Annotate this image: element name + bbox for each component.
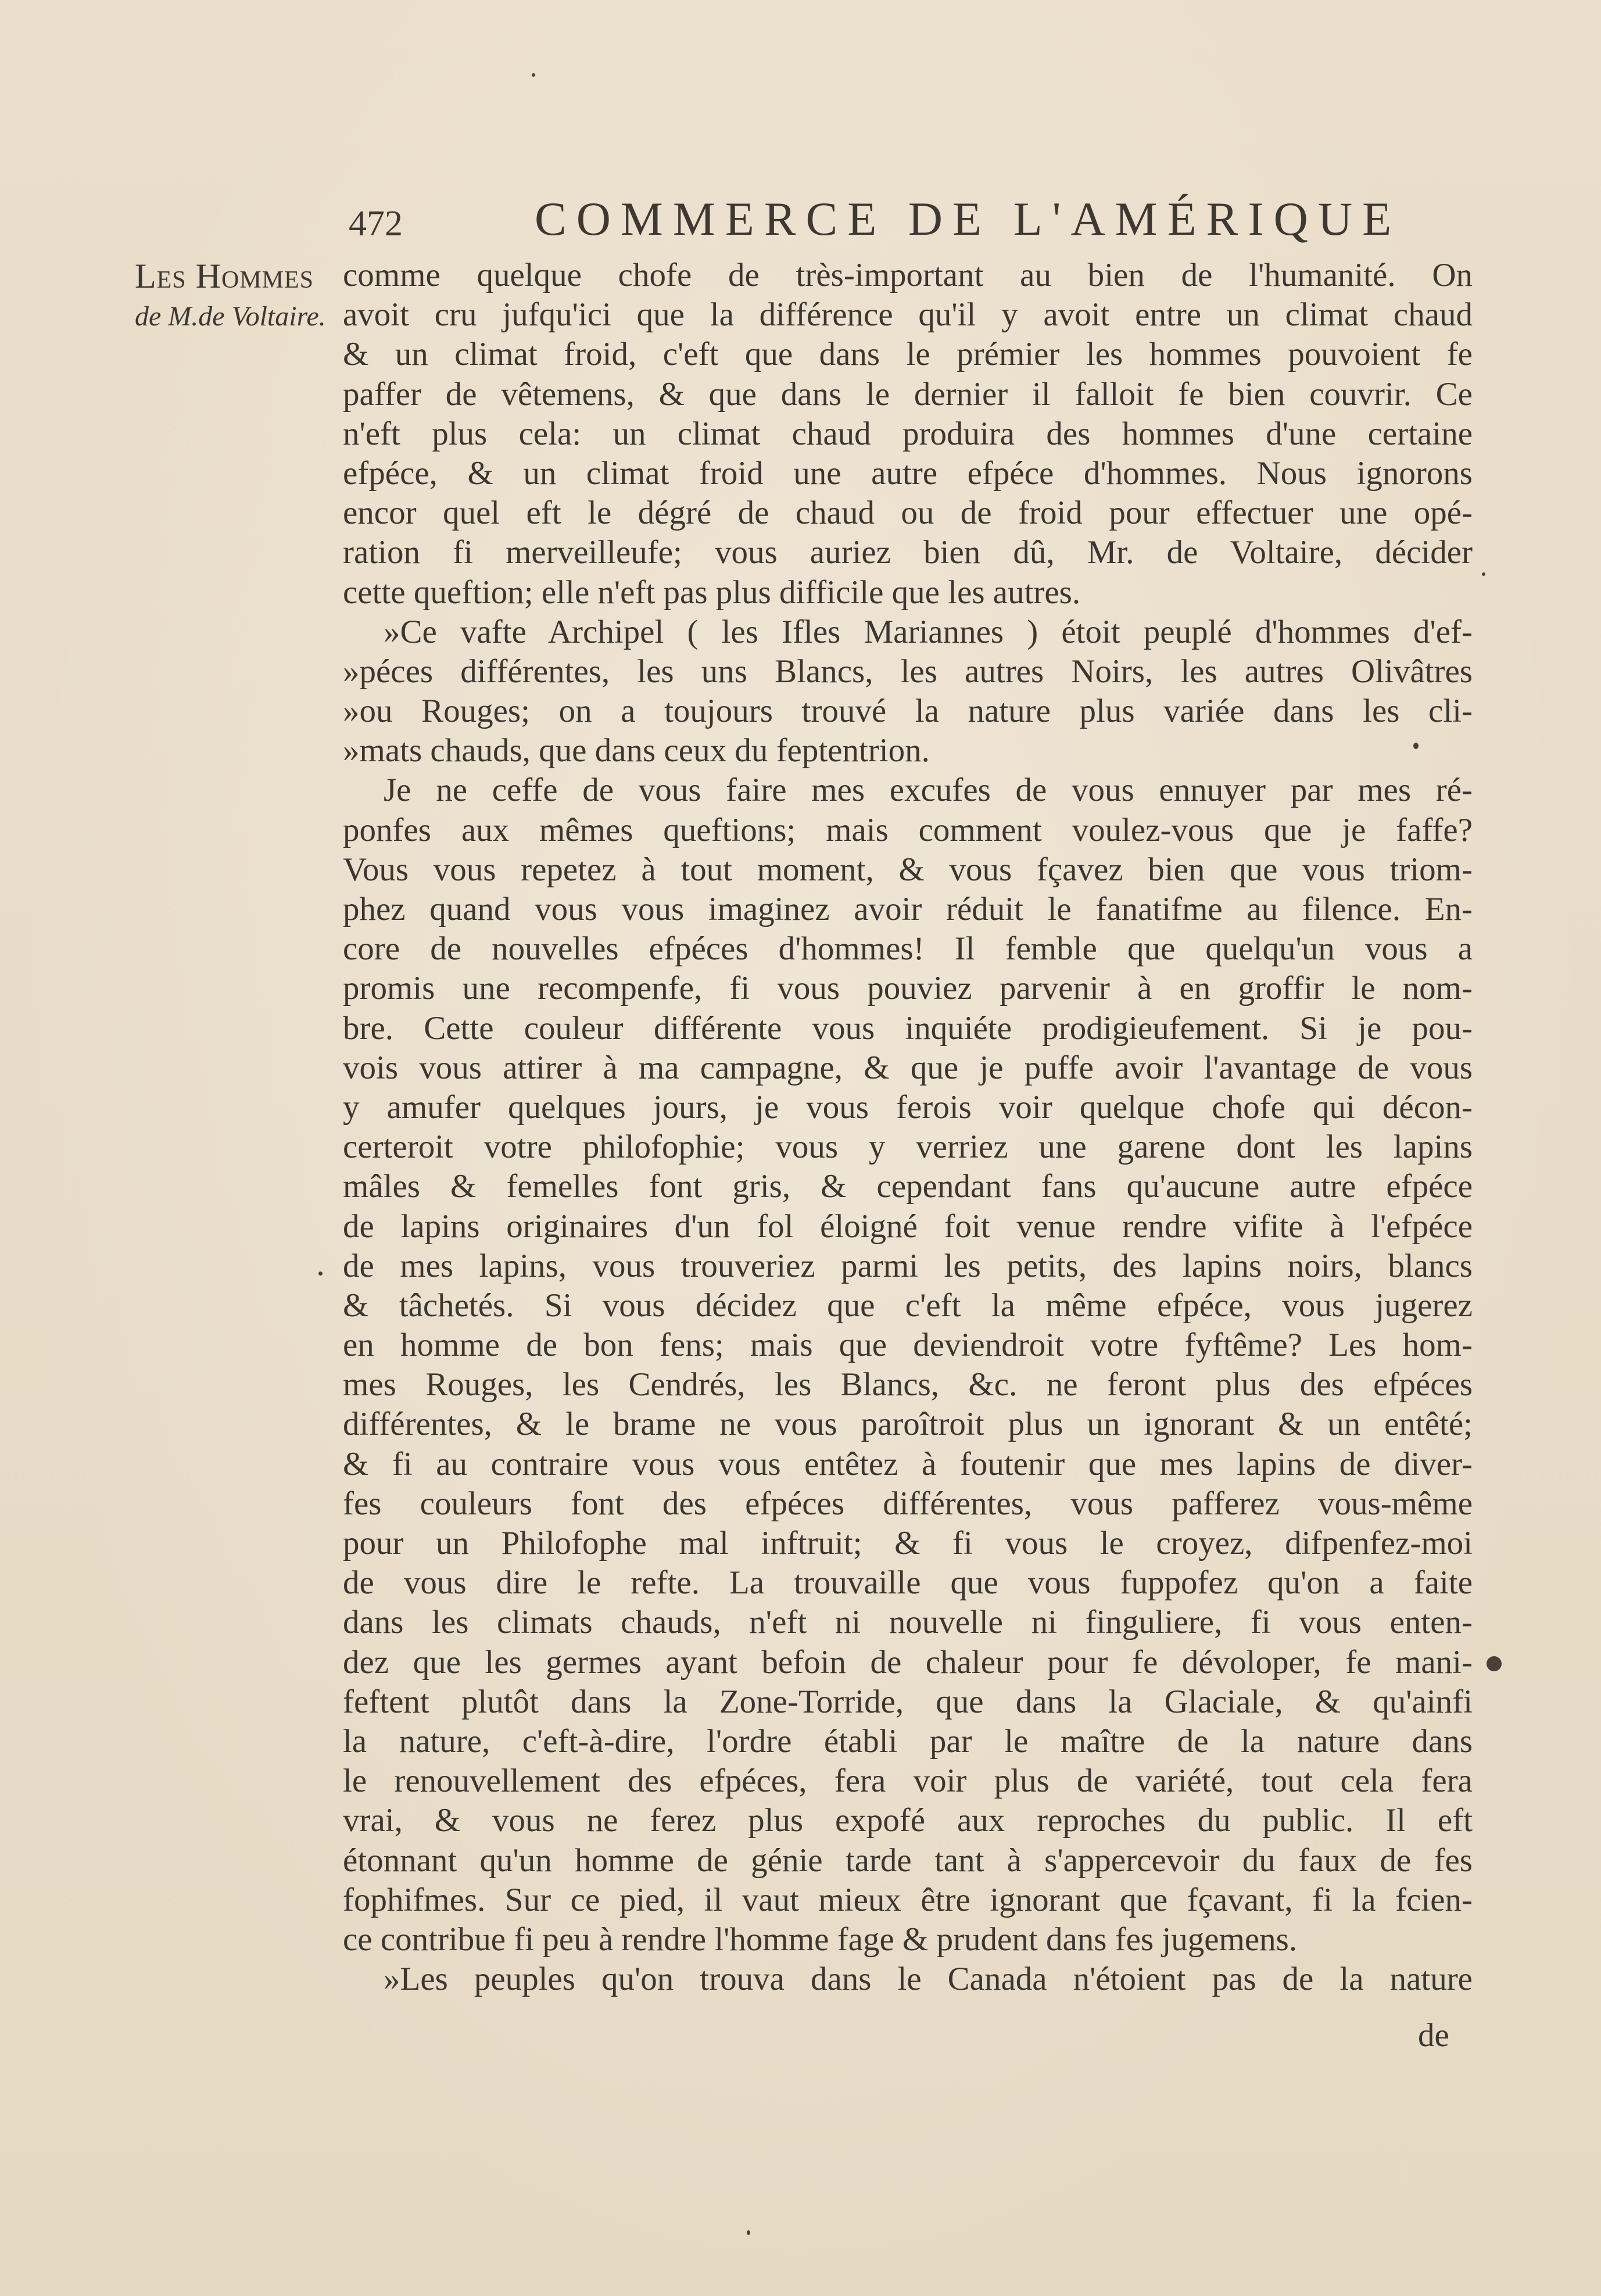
text-line: paffer de vêtemens, & que dans le dernier il falloit fe bien couvrir. Ce — [343, 375, 1473, 413]
text-line: & un climat froid, c'eft que dans le prémier les hommes pouvoient fe — [343, 336, 1473, 373]
text-line: fophifmes. Sur ce pied, il vaut mieux être ignorant que fçavant, fi la fcien- — [343, 1881, 1473, 1918]
margin-note-line-1: Les Hommes — [135, 257, 314, 295]
text-line: de mes lapins, vous trouveriez parmi les petits, des lapins noirs, blancs — [343, 1247, 1473, 1284]
text-line: y amufer quelques jours, je vous ferois voir quelque chofe qui décon- — [343, 1088, 1473, 1126]
ink-speck — [1413, 743, 1419, 749]
text-line: vrai, & vous ne ferez plus expofé aux reproches du public. Il eft — [343, 1802, 1473, 1839]
quote-line: »Les peuples qu'on trouva dans le Canada n'étoient pas de la nature — [384, 1961, 1473, 1998]
ink-speck — [747, 2230, 750, 2235]
running-title: COMMERCE DE L'AMÉRIQUE — [535, 192, 1402, 245]
text-line: la nature, c'eft-à-dire, l'ordre établi par le maître de la nature dans — [343, 1722, 1473, 1760]
text-line: dez que les germes ayant befoin de chaleur pour fe dévoloper, fe mani- — [343, 1643, 1473, 1681]
text-line: le renouvellement des efpéces, fera voir plus de variété, tout cela fera — [343, 1763, 1473, 1800]
ink-speck — [318, 1271, 323, 1276]
text-line: & tâchetés. Si vous décidez que c'eft la même efpéce, vous jugerez — [343, 1287, 1473, 1324]
margin-note-line-2: de M.de Voltaire. — [135, 301, 326, 332]
text-line: fes couleurs font des efpéces différentes, vous pafferez vous-même — [343, 1485, 1473, 1522]
quote-line: »ou Rouges; on a toujours trouvé la nature plus variée dans les cli- — [343, 693, 1473, 730]
text-line: avoit cru jufqu'ici que la différence qu'il y avoit entre un climat chaud — [343, 296, 1473, 334]
text-line: cette queftion; elle n'eft pas plus difficile que les autres. — [343, 574, 1081, 611]
text-line: encor quel eft le dégré de chaud ou de froid pour effectuer une opé- — [343, 495, 1473, 532]
ink-speck — [1487, 1656, 1502, 1671]
ink-speck — [1482, 572, 1485, 576]
text-line: ration fi merveilleufe; vous auriez bien dû, Mr. de Voltaire, décider — [343, 534, 1473, 571]
quote-line: »péces différentes, les uns Blancs, les autres Noirs, les autres Olivâtres — [343, 653, 1473, 690]
text-line: de vous dire le refte. La trouvaille que vous fuppofez qu'on a faite — [343, 1564, 1473, 1602]
text-line: dans les climats chauds, n'eft ni nouvelle ni finguliere, fi vous enten- — [343, 1604, 1473, 1641]
text-line: bre. Cette couleur différente vous inquiéte prodigieufement. Si je pou- — [343, 1009, 1473, 1047]
text-line: en homme de bon fens; mais que deviendroit votre fyftême? Les hom- — [343, 1327, 1473, 1364]
text-line: core de nouvelles efpéces d'hommes! Il femble que quelqu'un vous a — [343, 930, 1473, 968]
catchword: de — [1418, 2017, 1449, 2054]
text-line: Vous vous repetez à tout moment, & vous fçavez bien que vous triom- — [343, 851, 1473, 888]
text-line: Je ne ceffe de vous faire mes excufes de vous ennuyer par mes ré- — [384, 772, 1473, 809]
text-line: différentes, & le brame ne vous paroîtroit plus un ignorant & un entêté; — [343, 1406, 1473, 1443]
page-number: 472 — [349, 204, 403, 243]
text-line: de lapins originaires d'un fol éloigné foit venue rendre vifite à l'efpéce — [343, 1208, 1473, 1245]
ink-speck — [532, 73, 535, 77]
margin-note — [135, 256, 356, 337]
text-line: mâles & femelles font gris, & cependant fans qu'aucune autre efpéce — [343, 1168, 1473, 1205]
text-line: étonnant qu'un homme de génie tarde tant à s'appercevoir du faux de fes — [343, 1842, 1473, 1879]
text-line: ponfes aux mêmes queftions; mais comment voulez-vous que je faffe? — [343, 811, 1473, 848]
text-line: feftent plutôt dans la Zone-Torride, que dans la Glaciale, & qu'ainfi — [343, 1683, 1473, 1720]
text-line: mes Rouges, les Cendrés, les Blancs, &c. ne feront plus des efpéces — [343, 1366, 1473, 1403]
text-line: vois vous attirer à ma campagne, & que je puffe avoir l'avantage de vous — [343, 1049, 1473, 1086]
text-line: certeroit votre philofophie; vous y verriez une garene dont les lapins — [343, 1129, 1473, 1166]
text-line: pour un Philofophe mal inftruit; & fi vous le croyez, difpenfez-moi — [343, 1525, 1473, 1561]
quote-line: »mats chauds, que dans ceux du feptentrion. — [343, 732, 930, 769]
text-line: ce contribue fi peu à rendre l'homme fage & prudent dans fes jugemens. — [343, 1921, 1298, 1958]
text-line: phez quand vous vous imaginez avoir réduit le fanatifme au filence. En- — [343, 891, 1473, 927]
quote-line: »Ce vafte Archipel ( les Ifles Mariannes ) étoit peuplé d'hommes d'ef- — [384, 613, 1473, 650]
text-line: & fi au contraire vous vous entêtez à foutenir que mes lapins de diver- — [343, 1445, 1473, 1482]
text-line: promis une recompenfe, fi vous pouviez parvenir à en groffir le nom- — [343, 970, 1473, 1007]
text-line: efpéce, & un climat froid une autre efpéce d'hommes. Nous ignorons — [343, 454, 1473, 492]
text-line: n'eft plus cela: un climat chaud produira des hommes d'une certaine — [343, 415, 1473, 452]
body-text — [343, 256, 1473, 1999]
page-header — [349, 192, 1402, 256]
text-line: comme quelque chofe de très-important au bien de l'humanité. On — [343, 257, 1473, 293]
